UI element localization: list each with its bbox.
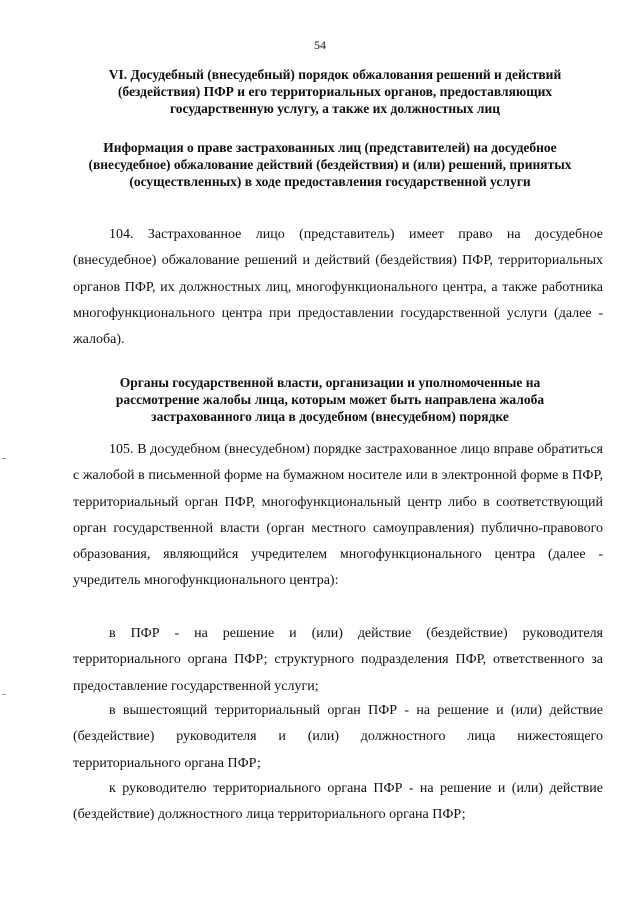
paragraph-104 (73, 222, 603, 353)
list-item-pfr (73, 621, 603, 700)
list-item-head-organ (73, 776, 603, 829)
page-number: 54 (314, 38, 326, 52)
list-item-head-organ-text: к руководителю территориального органа ПФР - на решение и (или) действие (бездействие) должностного лица территориального органа ПФР; (73, 781, 603, 823)
paragraph-105-text: 105. В досудебном (внесудебном) порядке застрахованное лицо вправе обратиться с жалобой в письменной форме на бумажном носителе или в электронной форме в ПФР, территориальный орган ПФР, многофункциональный центр либо в соответствующий орган государственной власти (орган местного самоуправления) публично-правового образования, являющийся учредителем многофункционального центра (далее - учредитель многофункционального центра): (73, 442, 603, 589)
list-item-pfr-text: в ПФР - на решение и (или) действие (бездействие) руководителя территориального органа ПФР; структурного подразделения ПФР, ответственного за предоставление государственной услуги; (73, 626, 603, 694)
paragraph-104-text: 104. Застрахованное лицо (представитель) имеет право на досудебное (внесудебное) обжалование решений и действий (бездействия) ПФР, территориальных органов ПФР, их должностных лиц, многофункционального центра, а также работника многофункционального центра при предоставлении государственной услуги (далее - жалоба). (73, 227, 603, 348)
scan-edge-mark (2, 458, 6, 459)
list-item-higher-organ-text: в вышестоящий территориальный орган ПФР - на решение и (или) действие (бездействие) руководителя и (или) должностного лица нижестоящего территориального органа ПФР; (73, 703, 603, 771)
scan-edge-mark (2, 694, 6, 695)
organs-heading: Органы государственной власти, организации и уполномоченные на рассмотрение жалобы лица, которым может быть направлена жалоба застрахованного лица в досудебном (внесудебном) порядке (115, 375, 545, 424)
info-heading: Информация о праве застрахованных лиц (представителей) на досудебное (внесудебное) обжалование действий (бездействия) и (или) решений, принятых (осуществленных) в ходе предоставления государственной услуги (88, 140, 572, 189)
paragraph-105 (73, 437, 603, 595)
list-item-higher-organ (73, 698, 603, 777)
section-heading: VI. Досудебный (внесудебный) порядок обжалования решений и действий (бездействия) ПФР и его территориальных органов, предоставляющих государственную услугу, а также их должностных лиц (108, 67, 562, 116)
